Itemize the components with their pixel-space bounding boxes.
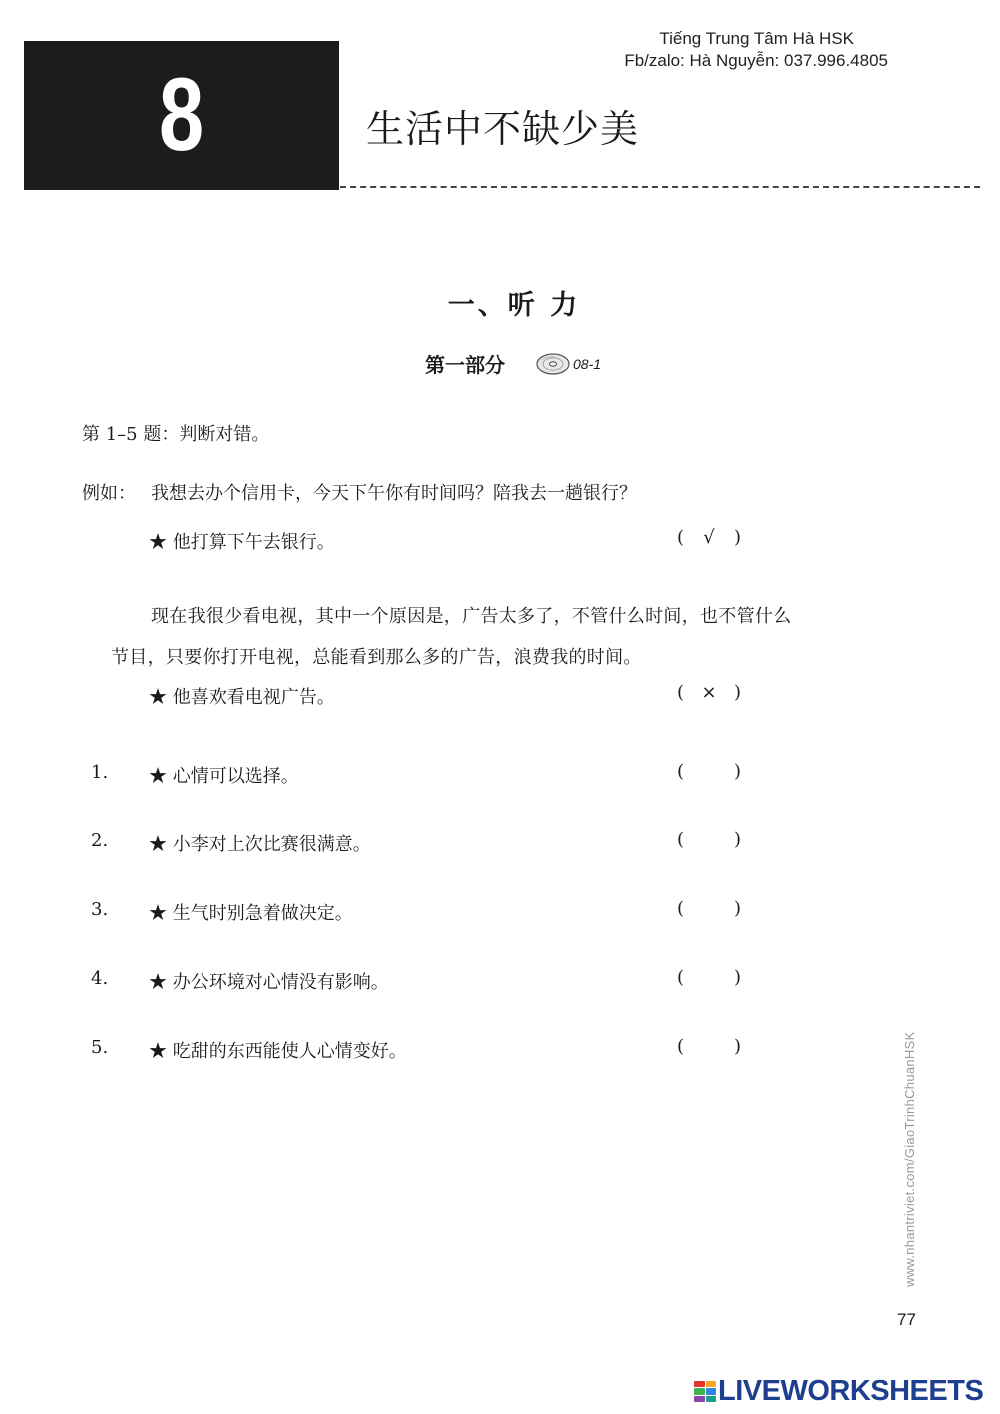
example-text: 我想去办个信用卡，今天下午你有时间吗？陪我去一趟银行？: [151, 483, 637, 504]
answer-box[interactable]: [677, 761, 741, 782]
example-answer-box: [677, 527, 741, 548]
chapter-number-block: [24, 41, 339, 190]
cd-icon[interactable]: [535, 352, 571, 376]
paren-close: ): [733, 682, 741, 703]
paren-open: (: [677, 829, 685, 850]
item-number: 2.: [91, 830, 109, 851]
example-statement: ★ 他打算下午去银行。: [149, 532, 335, 553]
example2-statement: ★ 他喜欢看电视广告。: [149, 687, 335, 708]
chapter-number: 8: [158, 57, 205, 173]
paren-open: (: [677, 682, 685, 703]
item-statement: ★ 小李对上次比赛很满意。: [149, 834, 371, 855]
paren-close: ): [733, 527, 741, 548]
chapter-title: 生活中不缺少美: [366, 107, 640, 151]
example-label: 例如：: [82, 483, 136, 504]
part-header: [425, 349, 601, 378]
answer-box[interactable]: [677, 829, 741, 850]
item-number: 4.: [91, 968, 109, 989]
example2-line2: 节目，只要你打开电视，总能看到那么多的广告，浪费我的时间。: [111, 647, 642, 668]
section-heading: 一、听 力: [447, 290, 581, 321]
example2-line1: 现在我很少看电视，其中一个原因是，广告太多了，不管什么时间，也不管什么: [151, 606, 792, 627]
instruction: 第 1–5 题：判断对错。: [82, 424, 270, 445]
side-watermark: www.nhantriviet.com/GiaoTrinhChuanHSK: [902, 1031, 917, 1287]
paren-open: (: [677, 761, 685, 782]
paren-open: (: [677, 898, 685, 919]
brand-name: Tiếng Trung Tâm Hà HSK: [659, 29, 854, 48]
item-number: 5.: [91, 1037, 109, 1058]
brand-contact: Fb/zalo: Hà Nguyễn: 037.996.4805: [624, 51, 888, 70]
example2-answer-box: [677, 682, 741, 703]
item-statement: ★ 生气时别急着做决定。: [149, 903, 353, 924]
answer-box[interactable]: [677, 898, 741, 919]
paren-close: ): [733, 967, 741, 988]
item-statement: ★ 办公环境对心情没有影响。: [149, 972, 389, 993]
paren-close: ): [733, 1036, 741, 1057]
item-statement: ★ 心情可以选择。: [149, 766, 299, 787]
item-number: 1.: [91, 762, 109, 783]
paren-close: ): [733, 829, 741, 850]
paren-open: (: [677, 1036, 685, 1057]
item-number: 3.: [91, 899, 109, 920]
answer-box[interactable]: [677, 1036, 741, 1057]
page-number: 77: [897, 1310, 916, 1329]
item-statement: ★ 吃甜的东西能使人心情变好。: [149, 1041, 407, 1062]
paren-close: ): [733, 898, 741, 919]
liveworksheets-logo[interactable]: [694, 1375, 983, 1408]
paren-open: (: [677, 527, 685, 548]
logo-text: LIVEWORKSHEETS: [718, 1375, 984, 1407]
paren-close: ): [733, 761, 741, 782]
part-title: 第一部分: [425, 353, 505, 377]
example-answer: √: [703, 527, 715, 548]
paren-open: (: [677, 967, 685, 988]
track-code: 08-1: [573, 355, 602, 372]
header-divider: [340, 186, 980, 188]
answer-box[interactable]: [677, 967, 741, 988]
logo-squares-icon: [694, 1381, 716, 1403]
example2-answer: ×: [701, 682, 717, 703]
